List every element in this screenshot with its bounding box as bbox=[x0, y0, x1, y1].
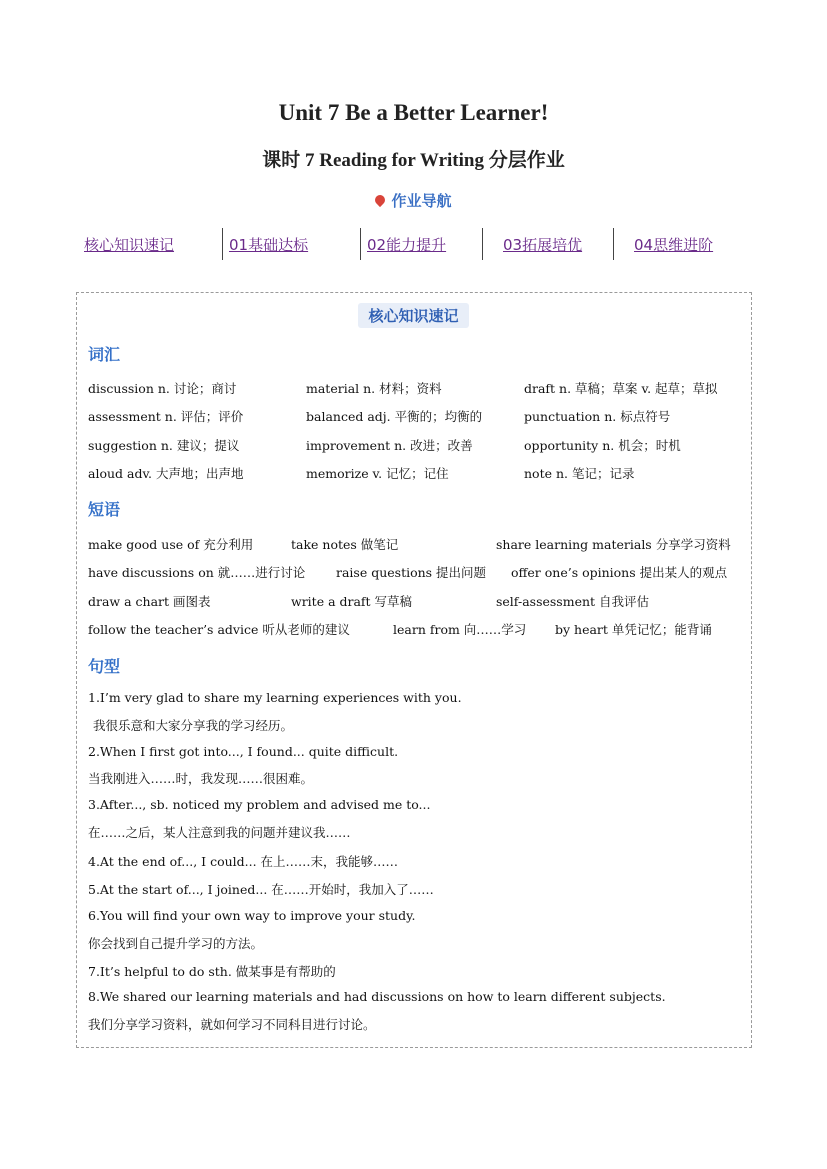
vocab-item: note n. 笔记；记录 bbox=[524, 466, 635, 481]
phrase-item: learn from 向……学习 bbox=[393, 622, 527, 637]
sentence-en: 1.I’m very glad to share my learning experiences with you. bbox=[88, 690, 462, 705]
vocab-item: suggestion n. 建议；提议 bbox=[88, 438, 240, 453]
sentence-en: 2.When I first got into..., I found... quite difficult. bbox=[88, 744, 399, 759]
sentence-en: 3.After..., sb. noticed my problem and advised me to... bbox=[88, 797, 431, 812]
document-title: Unit 7 Be a Better Learner! bbox=[278, 100, 549, 125]
phrase-item: by heart 单凭记忆；能背诵 bbox=[555, 622, 712, 637]
vocab-item: material n. 材料；资料 bbox=[306, 381, 442, 396]
nav-link-thinking[interactable]: 04思维进阶 bbox=[634, 236, 714, 254]
sentence-zh: 在……之后，某人注意到我的问题并建议我…… bbox=[88, 825, 351, 840]
vocab-item: opportunity n. 机会；时机 bbox=[524, 438, 681, 453]
phrase-item: make good use of 充分利用 bbox=[88, 537, 254, 552]
vocab-item: aloud adv. 大声地；出声地 bbox=[88, 466, 244, 481]
location-pin-icon bbox=[373, 193, 387, 207]
nav-heading-label: 作业导航 bbox=[391, 192, 452, 210]
phrase-item: raise questions 提出问题 bbox=[336, 565, 487, 580]
document-subtitle: 课时 7 Reading for Writing 分层作业 bbox=[262, 150, 565, 171]
phrase-item: follow the teacher’s advice 听从老师的建议 bbox=[88, 622, 350, 637]
phrase-item: have discussions on 就……进行讨论 bbox=[88, 565, 306, 580]
phrase-item: take notes 做笔记 bbox=[291, 537, 399, 552]
sentence-zh: 我很乐意和大家分享我的学习经历。 bbox=[93, 718, 294, 733]
vocab-item: memorize v. 记忆；记住 bbox=[306, 466, 449, 481]
core-knowledge-title: 核心知识速记 bbox=[0, 303, 827, 328]
nav-heading bbox=[0, 190, 827, 211]
vocab-item: balanced adj. 平衡的；均衡的 bbox=[306, 409, 483, 424]
nav-link-extension[interactable]: 03拓展培优 bbox=[503, 236, 583, 254]
sentence-zh: 我们分享学习资料，就如何学习不同科目进行讨论。 bbox=[88, 1017, 376, 1032]
nav-link-core[interactable]: 核心知识速记 bbox=[84, 236, 175, 254]
sentence-en: 6.You will find your own way to improve your study. bbox=[88, 908, 416, 923]
vocab-item: improvement n. 改进；改善 bbox=[306, 438, 473, 453]
homework-navigation bbox=[72, 228, 762, 260]
nav-divider bbox=[222, 228, 223, 260]
phrase-item: draw a chart 画图表 bbox=[88, 594, 211, 609]
vocab-item: draft n. 草稿；草案 v. 起草；草拟 bbox=[524, 381, 718, 396]
vocab-item: discussion n. 讨论；商讨 bbox=[88, 381, 237, 396]
nav-link-ability[interactable]: 02能力提升 bbox=[367, 236, 447, 254]
sentence-en: 8.We shared our learning materials and had discussions on how to learn different subjects. bbox=[88, 989, 666, 1004]
phrase-item: share learning materials 分享学习资料 bbox=[496, 537, 731, 552]
sentence-zh: 你会找到自己提升学习的方法。 bbox=[88, 936, 264, 951]
phrase-item: self-assessment 自我评估 bbox=[496, 594, 650, 609]
vocab-item: assessment n. 评估；评价 bbox=[88, 409, 244, 424]
nav-divider bbox=[360, 228, 361, 260]
vocab-item: punctuation n. 标点符号 bbox=[524, 409, 671, 424]
nav-divider bbox=[482, 228, 483, 260]
sentence-en: 4.At the end of..., I could... 在上……末，我能够…… bbox=[88, 854, 399, 869]
vocab-heading: 词汇 bbox=[88, 345, 121, 364]
nav-divider bbox=[613, 228, 614, 260]
sentence-zh: 当我刚进入……时，我发现……很困难。 bbox=[88, 771, 314, 786]
sentence-en: 7.It’s helpful to do sth. 做某事是有帮助的 bbox=[88, 964, 336, 979]
nav-link-basic[interactable]: 01基础达标 bbox=[229, 236, 309, 254]
phrase-heading: 短语 bbox=[88, 500, 121, 519]
sentence-heading: 句型 bbox=[88, 657, 121, 676]
sentence-en: 5.At the start of..., I joined... 在……开始时，我加入了…… bbox=[88, 882, 434, 897]
phrase-item: offer one’s opinions 提出某人的观点 bbox=[511, 565, 728, 580]
phrase-item: write a draft 写草稿 bbox=[291, 594, 413, 609]
